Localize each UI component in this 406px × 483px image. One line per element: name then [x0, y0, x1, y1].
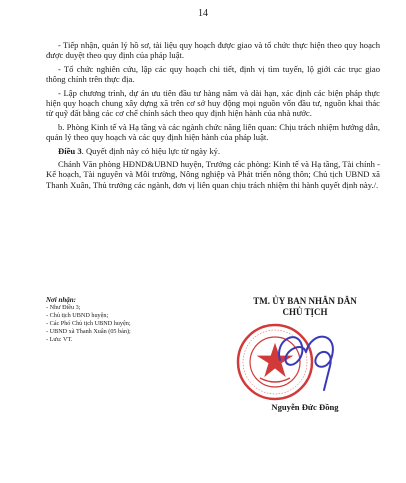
- recipient-item: - Chủ tịch UBND huyện;: [46, 312, 109, 319]
- recipient-item: - UBND xã Thanh Xuân (05 bản);: [46, 328, 131, 335]
- page-number: 14: [198, 8, 208, 19]
- recipient-item: - Các Phó Chủ tịch UBND huyện;: [46, 320, 131, 327]
- recipient-item: - Lưu: VT.: [46, 336, 73, 343]
- recipients-heading: Nơi nhận:: [46, 296, 77, 304]
- article-3-label: Điều 3: [58, 145, 82, 156]
- paragraph: b. Phòng Kinh tế và Hạ tầng và các ngành chức năng liên quan: Chịu trách nhiệm hướng dẫn, quản lý theo quy hoạch và các quy định hiện hành của pháp luật.: [46, 121, 380, 143]
- recipients-block: [46, 296, 216, 344]
- article-3: [46, 146, 380, 156]
- signer-organization: TM. ỦY BAN NHÂN DÂN: [253, 296, 357, 306]
- closing-paragraph: Chánh Văn phòng HĐND&UBND huyện, Trưởng các phòng: Kinh tế và Hạ tầng, Tài chính - Kế hoạch, Tài nguyên và Môi trường, Nông nghiệp và Phát triển nông thôn; Chủ tịch UBND xã Thanh Xuân, Thủ trưởng các ngành, đơn vị liên quan chịu trách nhiệm thi hành quyết định này./.: [46, 159, 380, 190]
- paragraph: - Tổ chức nghiên cứu, lập các quy hoạch chi tiết, định vị tìm tuyến, lộ giới các trục giao thông chính trên thực địa.: [46, 63, 380, 85]
- paragraph: - Lập chương trình, dự án ưu tiên đầu tư hàng năm và dài hạn, xác định các biện pháp thực hiện quy hoạch chung xây dựng xã trên cơ sở huy động mọi nguồn vốn đầu tư, nguồn khai thác từ quỹ đất bằng các cơ chế chính sách theo quy định hiện hành của nhà nước.: [46, 87, 380, 119]
- handwritten-signature: [272, 322, 352, 399]
- signer-role: CHỦ TỊCH: [282, 307, 328, 317]
- document-body: [46, 40, 380, 193]
- article-3-text: . Quyết định này có hiệu lực từ ngày ký.: [81, 145, 221, 156]
- signature-block: [230, 296, 380, 318]
- paragraph: - Tiếp nhận, quản lý hồ sơ, tài liệu quy hoạch được giao và tổ chức thực hiện theo quy hoạch được duyệt theo quy định của pháp luật.: [46, 40, 380, 61]
- signature-icon: [272, 322, 352, 394]
- recipient-item: - Như Điều 3;: [46, 304, 81, 311]
- signer-name: Nguyễn Đức Đồng: [271, 402, 339, 412]
